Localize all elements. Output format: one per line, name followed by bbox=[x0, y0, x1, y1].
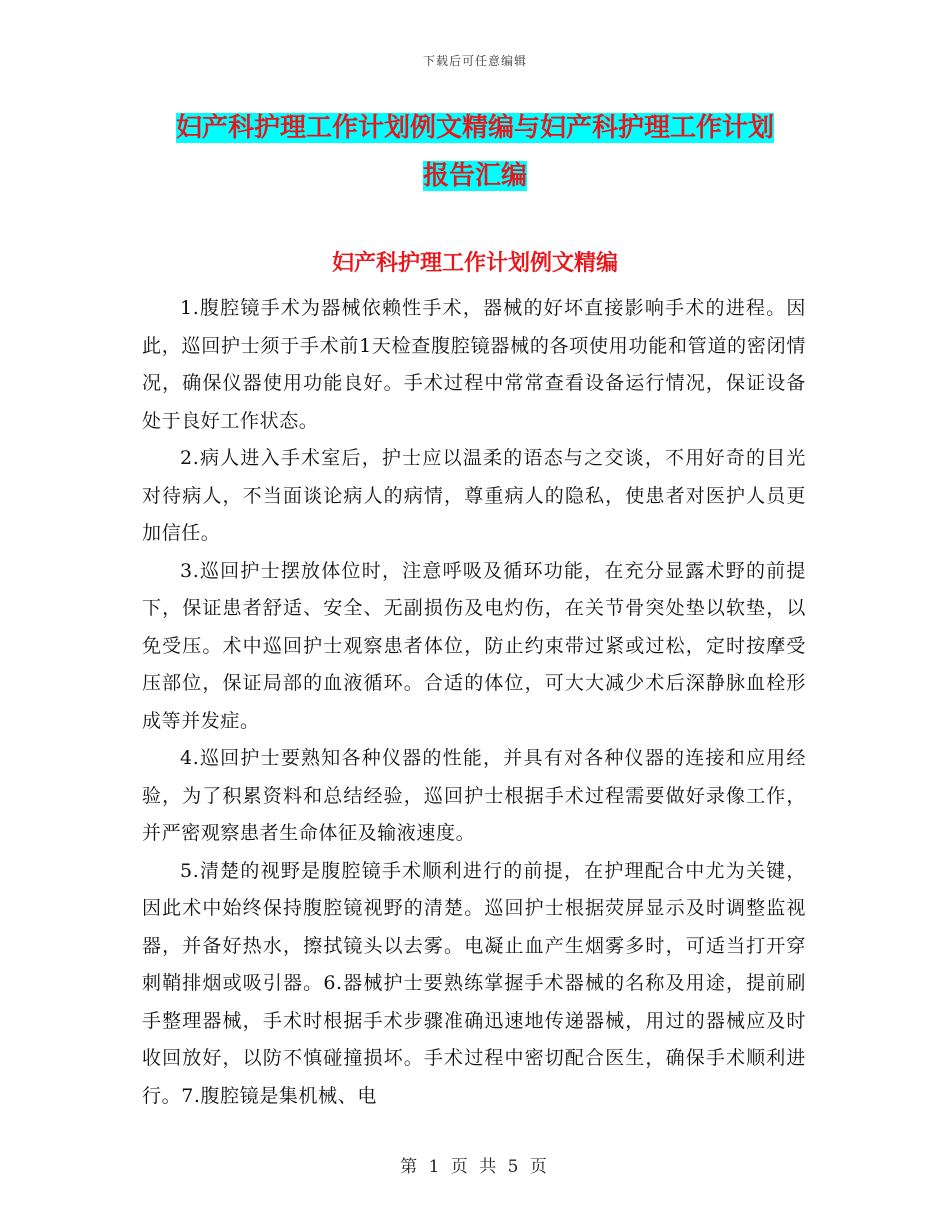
document-title bbox=[140, 104, 810, 200]
header-note: 下载后可任意编辑 bbox=[422, 54, 527, 68]
section-heading: 妇产科护理工作计划例文精编 bbox=[331, 251, 618, 276]
page-footer: 第 1 页 共 5 页 bbox=[400, 1157, 550, 1177]
document-body bbox=[142, 290, 806, 1115]
paragraph-5: 5.清楚的视野是腹腔镜手术顺利进行的前提，在护理配合中尤为关键，因此术中始终保持腹腔镜视野的清楚。巡回护士根据荧屏显示及时调整监视器，并备好热水，擦拭镜头以去雾。电凝止血产生烟雾多时，可适当打开穿刺鞘排烟或吸引器。6.器械护士要熟练掌握手术器械的名称及用途，提前刷手整理器械，手术时根据手术步骤准确迅速地传递器械，用过的器械应及时收回放好，以防不慎碰撞损坏。手术过程中密切配合医生，确保手术顺利进行。7.腹腔镜是集机械、电 bbox=[142, 859, 806, 1107]
document-title-line-2: 报告汇编 bbox=[422, 161, 527, 191]
document-title-line-1: 妇产科护理工作计划例文精编与妇产科护理工作计划 bbox=[175, 113, 774, 143]
paragraph-1: 1.腹腔镜手术为器械依赖性手术，器械的好坏直接影响手术的进程。因此，巡回护士须于手术前1天检查腹腔镜器械的各项使用功能和管道的密闭情况，确保仪器使用功能良好。手术过程中常常查看设备运行情况，保证设备处于良好工作状态。 bbox=[142, 297, 806, 432]
paragraph-2: 2.病人进入手术室后，护士应以温柔的语态与之交谈，不用好奇的目光对待病人，不当面谈论病人的病情，尊重病人的隐私，使患者对医护人员更加信任。 bbox=[142, 447, 806, 544]
paragraph-3: 3.巡回护士摆放体位时，注意呼吸及循环功能，在充分显露术野的前提下，保证患者舒适、安全、无副损伤及电灼伤，在关节骨突处垫以软垫，以免受压。术中巡回护士观察患者体位，防止约束带过紧或过松，定时按摩受压部位，保证局部的血液循环。合适的体位，可大大减少术后深静脉血栓形成等并发症。 bbox=[142, 559, 806, 732]
paragraph-4: 4.巡回护士要熟知各种仪器的性能，并具有对各种仪器的连接和应用经验，为了积累资料和总结经验，巡回护士根据手术过程需要做好录像工作，并严密观察患者生命体征及输液速度。 bbox=[142, 747, 806, 844]
